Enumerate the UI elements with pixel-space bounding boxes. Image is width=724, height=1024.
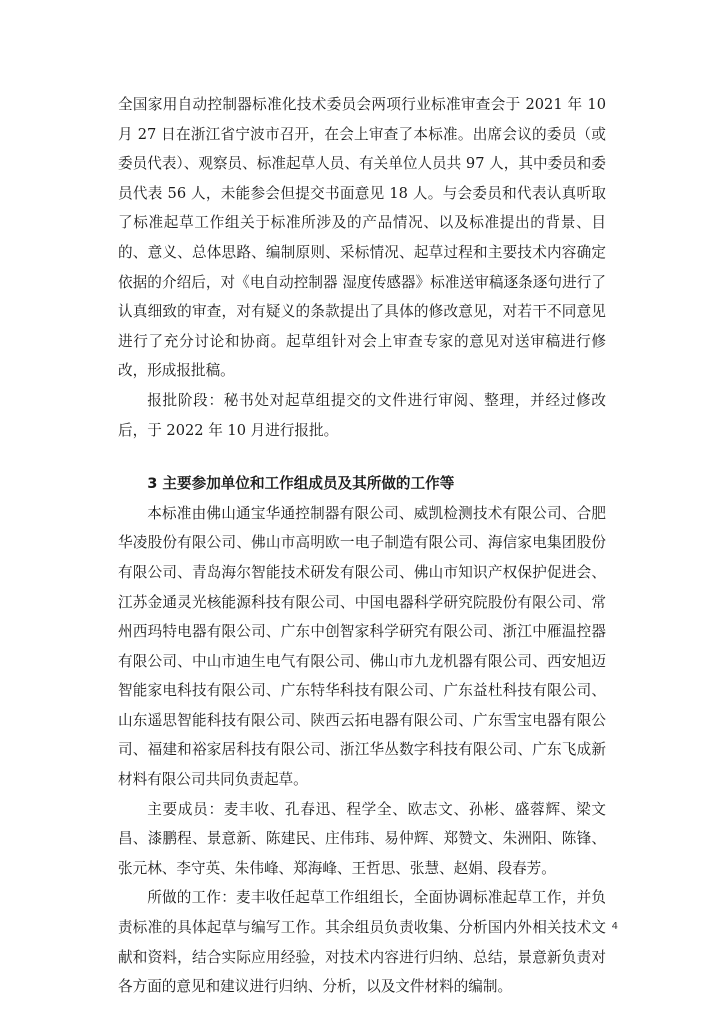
drafting-units-paragraph: 本标准由佛山通宝华通控制器有限公司、威凯检测技术有限公司、合肥华凌股份有限公司、佛山市高明欧一电子制造有限公司、海信家电集团股份有限公司、青岛海尔智能技术研发有限公司、佛山市知识产权保护促进会、江苏金通灵光核能源科技有限公司、中国电器科学研究院股份有限公司、常州西玛特电器有限公司、广东中创智家科学研究有限公司、浙江中雁温控器有限公司、中山市迪生电气有限公司、佛山市九龙机器有限公司、西安旭迈智能家电科技有限公司、广东特华科技有限公司、广东益杜科技有限公司、山东遥思智能科技有限公司、陕西云拓电器有限公司、广东雪宝电器有限公司、福建和裕家居科技有限公司、浙江华丛数字科技有限公司、广东飞成新材料有限公司共同负责起草。 <box>118 504 606 789</box>
document-body <box>118 90 606 1002</box>
approval-stage-paragraph: 报批阶段：秘书处对起草组提交的文件进行审阅、整理，并经过修改后，于 2022 年 10 月进行报批。 <box>118 391 606 439</box>
work-done-paragraph: 所做的工作：麦丰收任起草工作组组长，全面协调标准起草工作，并负责标准的具体起草与编写工作。其余组员负责收集、分析国内外相关技术文献和资料，结合实际应用经验，对技术内容进行归纳、总结，景意新负责对各方面的意见和建议进行归纳、分析，以及文件材料的编制。 <box>118 889 606 996</box>
section-spacer <box>118 445 606 458</box>
review-meeting-paragraph: 全国家用自动控制器标准化技术委员会两项行业标准审查会于 2021 年 10 月 27 日在浙江省宁波市召开，在会上审查了本标准。出席会议的委员（或委员代表）、观察员、标准起草人员、有关单位人员共 97 人，其中委员和委员代表 56 人，未能参会但提交书面意见 18 人。与会委员和代表认真听取了标准起草工作组关于标准所涉及的产品情况、以及标准提出的背景、目的、意义、总体思路、编制原则、采标情况、起草过程和主要技术内容确定依据的介绍后，对《电自动控制器 湿度传感器》标准送审稿逐条逐句进行了认真细致的审查，对有疑义的条款提出了具体的修改意见，对若干不同意见进行了充分讨论和协商。起草组针对会上审查专家的意见对送审稿进行修改，形成报批稿。 <box>118 96 606 380</box>
section-heading: 3 主要参加单位和工作组成员及其所做的工作等 <box>147 475 455 493</box>
main-members-paragraph: 主要成员：麦丰收、孔春迅、程学全、欧志文、孙彬、盛蓉辉、梁文昌、漆鹏程、景意新、陈建民、庄伟玮、易仲辉、郑赞文、朱洲阳、陈锋、张元林、李守英、朱伟峰、郑海峰、王哲思、张慧、赵娟、段春芳。 <box>118 800 606 877</box>
page-number: 4 <box>611 921 618 932</box>
